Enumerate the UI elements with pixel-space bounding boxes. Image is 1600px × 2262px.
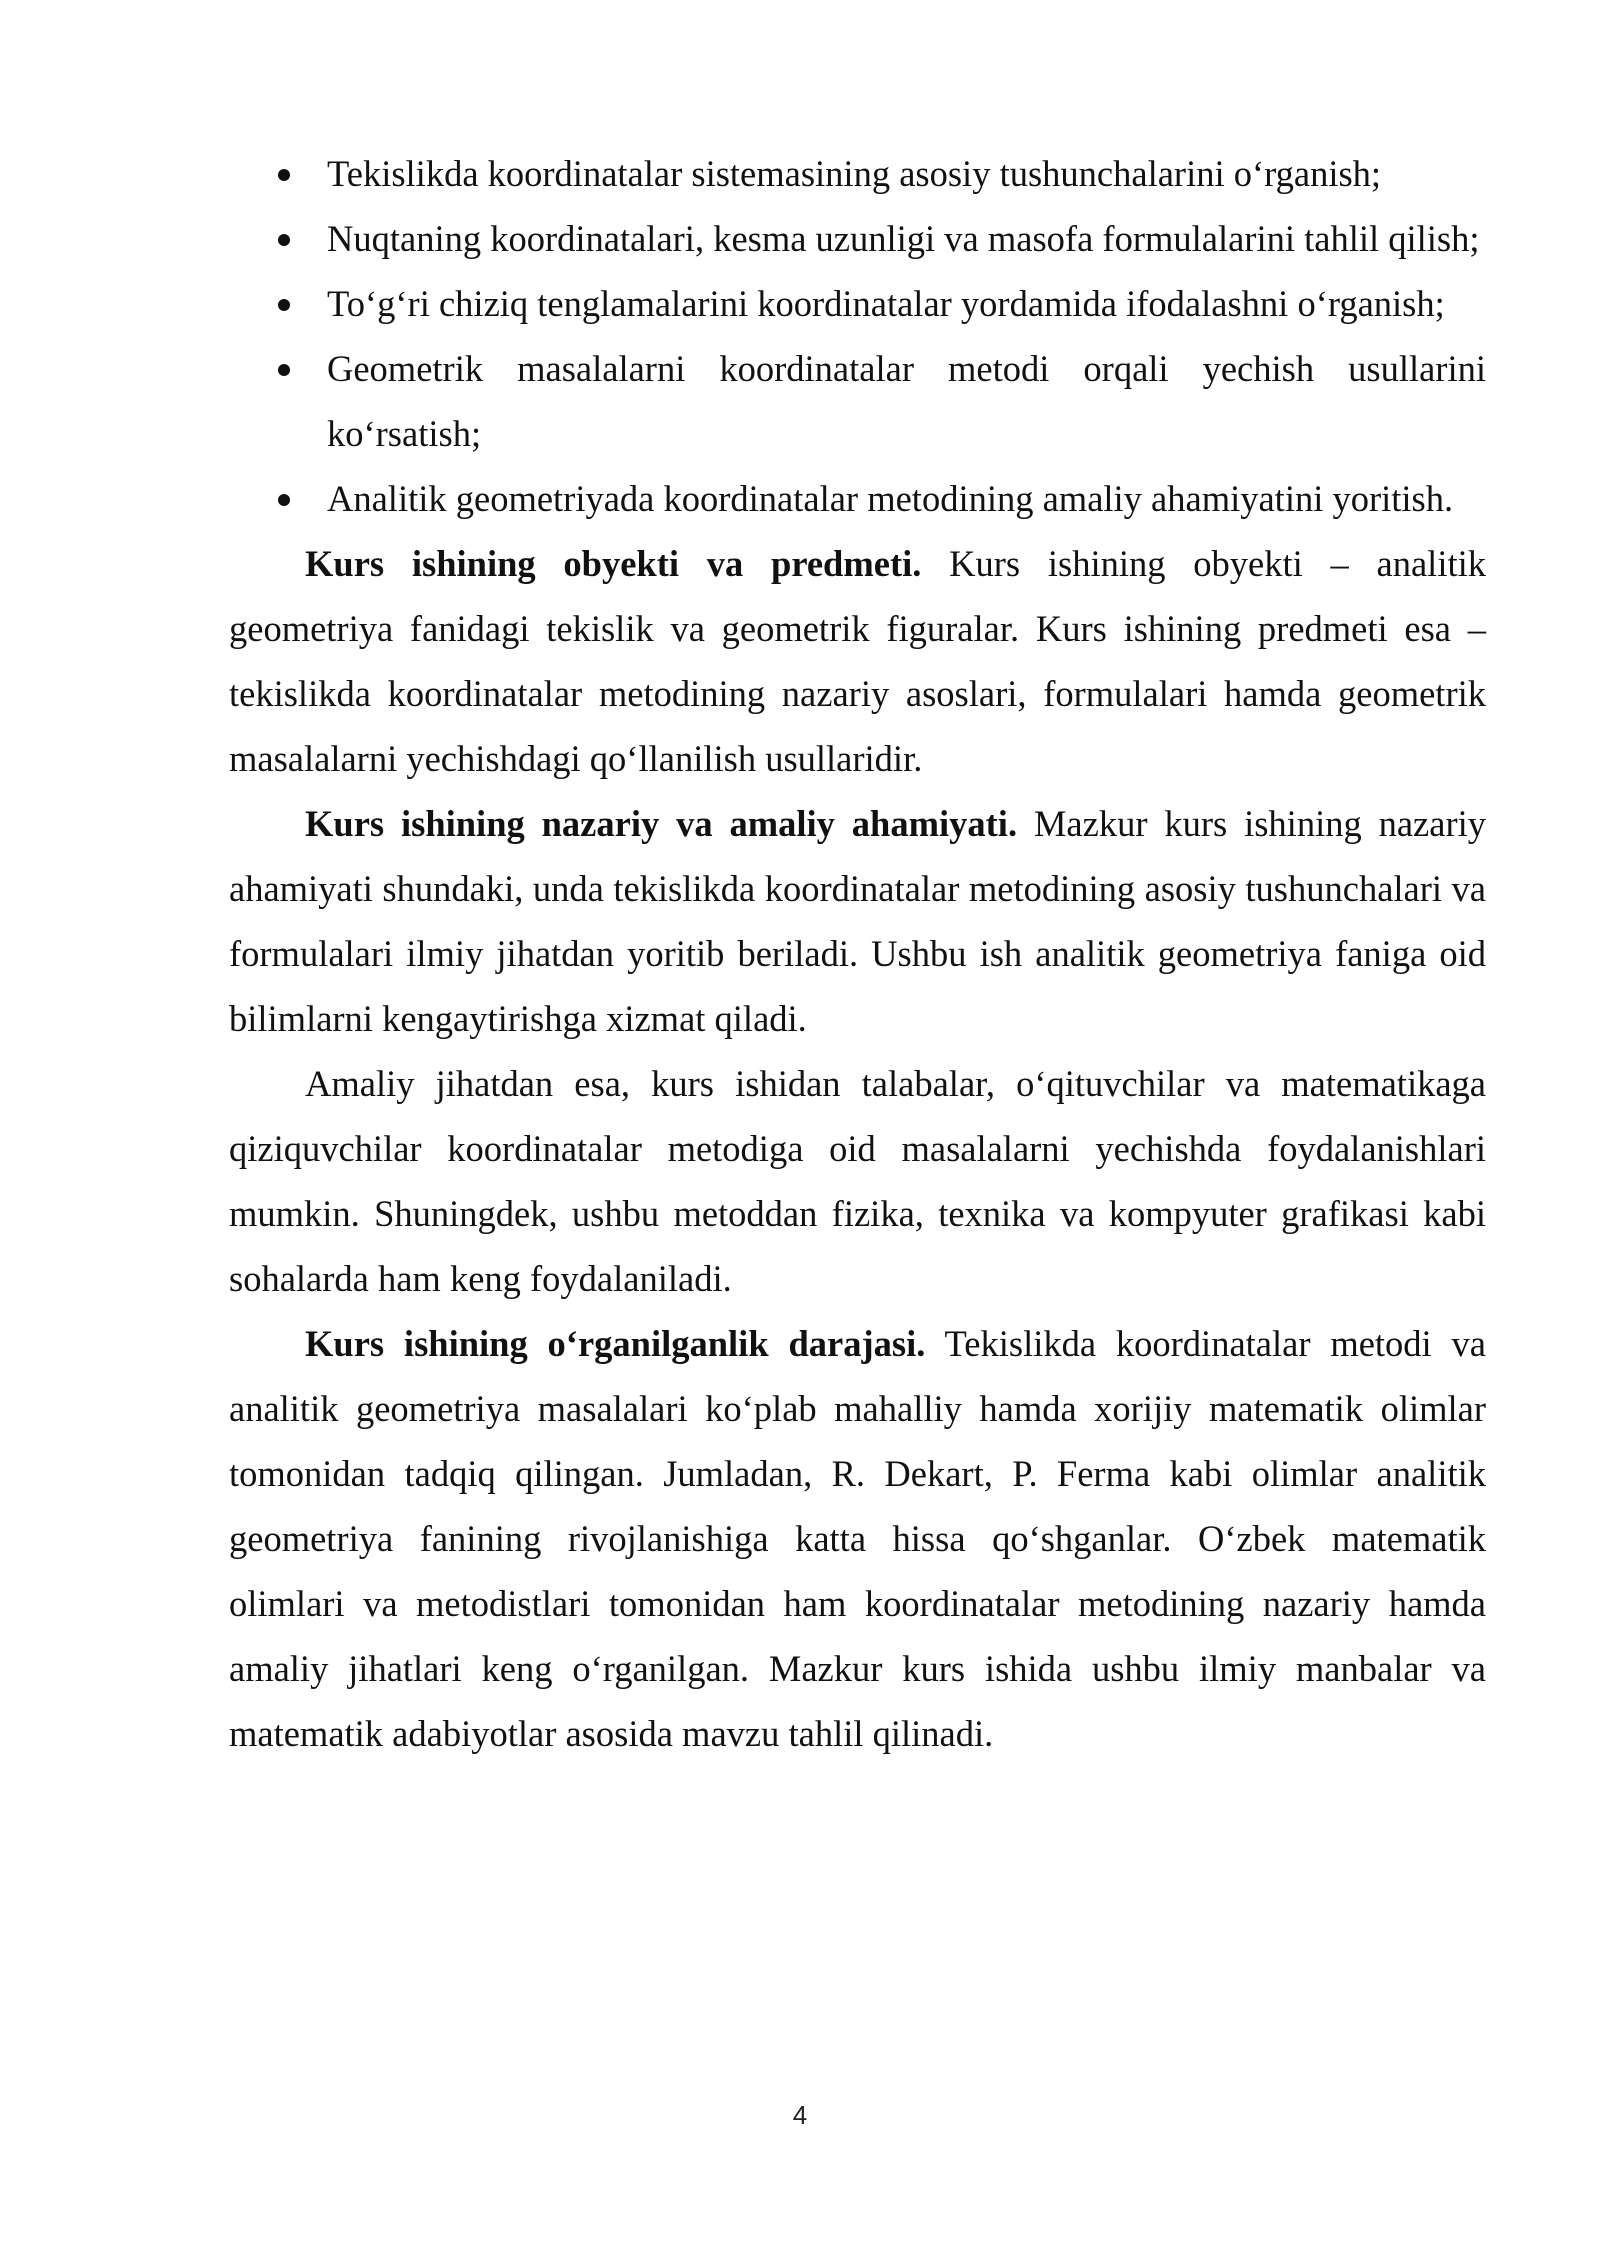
page-content <box>229 141 1486 1766</box>
practical-text: Amaliy jihatdan esa, kurs ishidan talabalar, o‘qituvchilar va matematikaga qiziquvchilar koordinatalar metodiga oid masalalarni yechishda foydalanishlari mumkin. Shuningdek, ushbu metoddan fizika, texnika va kompyuter grafikasi kabi sohalarda ham keng foydalaniladi. <box>229 1063 1486 1299</box>
list-item-text: Tekislikda koordinatalar sistemasining asosiy tushunchalarini o‘rganish; <box>327 153 1382 194</box>
list-item <box>153 271 1486 336</box>
list-item <box>153 206 1486 271</box>
significance-heading: Kurs ishining nazariy va amaliy ahamiyati. <box>305 803 1018 844</box>
bullet-icon <box>278 494 290 506</box>
list-item <box>153 336 1486 466</box>
practical-paragraph <box>229 1051 1486 1311</box>
bullet-icon <box>278 299 290 311</box>
research-paragraph <box>229 1311 1486 1766</box>
bullet-icon <box>278 234 290 246</box>
bullet-icon <box>278 169 290 181</box>
object-heading: Kurs ishining obyekti va predmeti. <box>305 543 922 584</box>
list-item-text: Analitik geometriyada koordinatalar metodining amaliy ahamiyatini yoritish. <box>327 478 1454 519</box>
research-heading: Kurs ishining o‘rganilganlik darajasi. <box>305 1323 926 1364</box>
page-number: 4 <box>792 2100 808 2130</box>
object-text: Kurs ishining obyekti – analitik geometriya fanidagi tekislik va geometrik figuralar. Kurs ishining predmeti esa – tekislikda koordinatalar metodining nazariy asoslari, formulalari hamda geometrik masalalarni yechishdagi qo‘llanilish usullaridir. <box>229 543 1486 779</box>
object-paragraph <box>229 531 1486 791</box>
list-item-text: Nuqtaning koordinatalari, kesma uzunligi va masofa formulalarini tahlil qilish; <box>327 218 1480 259</box>
goals-list <box>229 141 1486 531</box>
list-item-text: To‘g‘ri chiziq tenglamalarini koordinatalar yordamida ifodalashni o‘rganish; <box>327 283 1445 324</box>
significance-text: Mazkur kurs ishining nazariy ahamiyati shundaki, unda tekislikda koordinatalar metodining asosiy tushunchalari va formulalari ilmiy jihatdan yoritib beriladi. Ushbu ish analitik geometriya faniga oid bilimlarni kengaytirishga xizmat qiladi. <box>229 803 1486 1039</box>
research-text: Tekislikda koordinatalar metodi va analitik geometriya masalalari ko‘plab mahalliy hamda xorijiy matematik olimlar tomonidan tadqiq qilingan. Jumladan, R. Dekart, P. Ferma kabi olimlar analitik geometriya fanining rivojlanishiga katta hissa qo‘shganlar. O‘zbek matematik olimlari va metodistlari tomonidan ham koordinatalar metodining nazariy hamda amaliy jihatlari keng o‘rganilgan. Mazkur kurs ishida ushbu ilmiy manbalar va matematik adabiyotlar asosida mavzu tahlil qilinadi. <box>229 1323 1486 1754</box>
list-item <box>153 141 1486 206</box>
list-item <box>153 466 1486 531</box>
list-item-text: Geometrik masalalarni koordinatalar metodi orqali yechish usullarini ko‘rsatish; <box>327 348 1486 454</box>
significance-paragraph <box>229 791 1486 1051</box>
bullet-icon <box>278 364 290 376</box>
